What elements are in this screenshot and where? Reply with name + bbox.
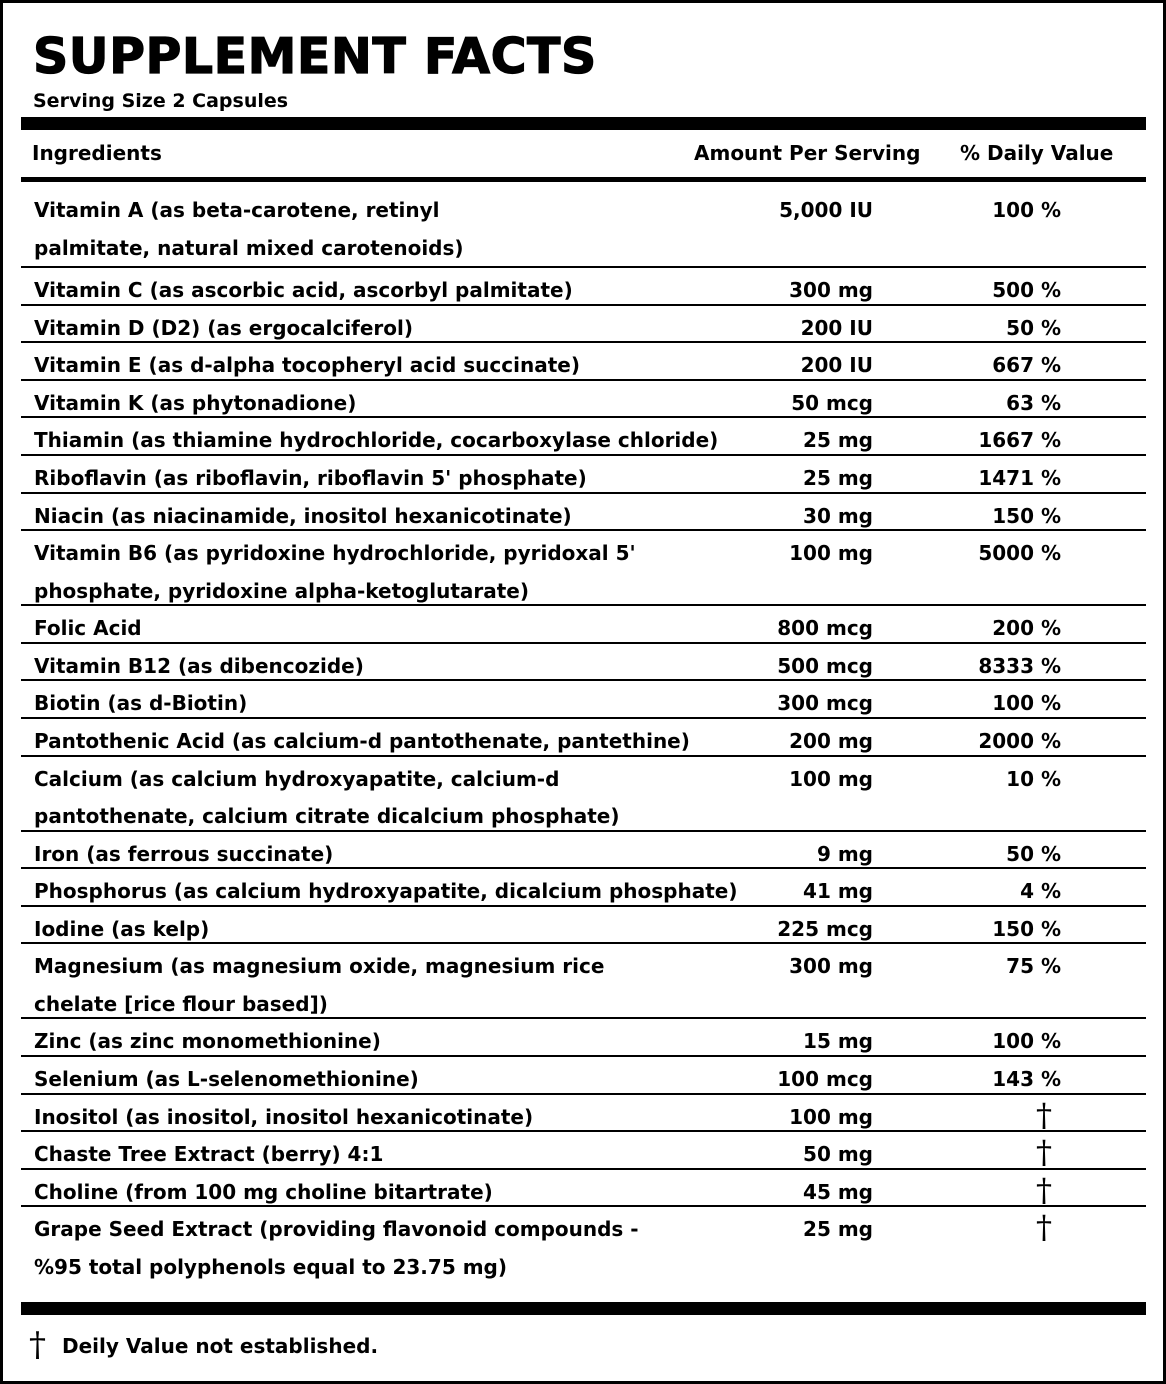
daily-value: 150 % bbox=[992, 916, 1061, 941]
amount-per-serving: 300 mg bbox=[789, 954, 873, 979]
daily-value: 100 % bbox=[992, 1029, 1061, 1054]
serving-size: Serving Size 2 Capsules bbox=[33, 90, 289, 112]
ingredient-name: Magnesium (as magnesium oxide, magnesium rice chelate [rice flour based]) bbox=[34, 954, 605, 1016]
daily-value: 200 % bbox=[992, 616, 1061, 641]
table-row bbox=[21, 681, 1146, 719]
amount-per-serving: 30 mg bbox=[803, 503, 873, 528]
amount-per-serving: 50 mg bbox=[803, 1142, 873, 1167]
daily-value: 143 % bbox=[992, 1066, 1061, 1091]
dagger-icon: † bbox=[1036, 1208, 1052, 1247]
table-row bbox=[21, 183, 1146, 268]
amount-per-serving: 5,000 IU bbox=[779, 198, 873, 222]
table-row bbox=[21, 1170, 1146, 1208]
daily-value: 10 % bbox=[1006, 766, 1061, 791]
table-row bbox=[21, 907, 1146, 945]
table-row bbox=[21, 1057, 1146, 1095]
table-row bbox=[21, 757, 1146, 832]
amount-per-serving: 41 mg bbox=[803, 879, 873, 904]
dagger-icon: † bbox=[1036, 1170, 1052, 1209]
ingredient-name: Biotin (as d-Biotin) bbox=[34, 691, 248, 716]
amount-per-serving: 25 mg bbox=[803, 428, 873, 453]
dagger-icon: † bbox=[29, 1325, 46, 1365]
daily-value: 100 % bbox=[992, 691, 1061, 716]
amount-per-serving: 300 mg bbox=[789, 278, 873, 302]
ingredient-name: Calcium (as calcium hydroxyapatite, calcium-d pantothenate, calcium citrate dicalcium phosphate) bbox=[34, 766, 620, 829]
amount-per-serving: 100 mcg bbox=[777, 1066, 873, 1091]
ingredient-name: Chaste Tree Extract (berry) 4:1 bbox=[34, 1142, 384, 1167]
amount-per-serving: 15 mg bbox=[803, 1029, 873, 1054]
daily-value: 500 % bbox=[992, 278, 1061, 302]
ingredient-name: Vitamin A (as beta-carotene, retinyl palmitate, natural mixed carotenoids) bbox=[34, 198, 464, 260]
ingredient-name: Vitamin B12 (as dibencozide) bbox=[34, 653, 364, 678]
column-header-ingredients: Ingredients bbox=[32, 141, 162, 165]
daily-value: 150 % bbox=[992, 503, 1061, 528]
daily-value: 1471 % bbox=[978, 465, 1061, 490]
table-row bbox=[21, 1019, 1146, 1057]
ingredient-name: Pantothenic Acid (as calcium-d pantothenate, pantethine) bbox=[34, 728, 690, 753]
amount-per-serving: 25 mg bbox=[803, 465, 873, 490]
dagger-icon: † bbox=[1036, 1095, 1052, 1134]
ingredient-name: Inositol (as inositol, inositol hexanicotinate) bbox=[34, 1104, 534, 1129]
page-title: SUPPLEMENT FACTS bbox=[33, 28, 597, 85]
column-header-amount: Amount Per Serving bbox=[694, 141, 921, 165]
table-row bbox=[21, 1095, 1146, 1133]
table-row bbox=[21, 418, 1146, 456]
amount-per-serving: 200 IU bbox=[800, 353, 873, 378]
amount-per-serving: 100 mg bbox=[789, 541, 873, 566]
amount-per-serving: 800 mcg bbox=[777, 616, 873, 641]
table-row bbox=[21, 644, 1146, 682]
amount-per-serving: 45 mg bbox=[803, 1179, 873, 1204]
ingredient-name: Phosphorus (as calcium hydroxyapatite, dicalcium phosphate) bbox=[34, 879, 738, 904]
amount-per-serving: 100 mg bbox=[789, 1104, 873, 1129]
daily-value: 1667 % bbox=[978, 428, 1061, 453]
table-row bbox=[21, 494, 1146, 532]
daily-value: 50 % bbox=[1006, 315, 1061, 340]
table-row bbox=[21, 343, 1146, 381]
ingredient-name: Vitamin C (as ascorbic acid, ascorbyl palmitate) bbox=[34, 278, 573, 302]
amount-per-serving: 200 IU bbox=[800, 315, 873, 340]
ingredient-name: Thiamin (as thiamine hydrochloride, cocarboxylase chloride) bbox=[34, 428, 719, 453]
table-row bbox=[21, 1132, 1146, 1170]
daily-value: 50 % bbox=[1006, 841, 1061, 866]
daily-value: 100 % bbox=[992, 198, 1061, 222]
table-row bbox=[21, 944, 1146, 1019]
amount-per-serving: 9 mg bbox=[816, 841, 873, 866]
ingredient-name: Zinc (as zinc monomethionine) bbox=[34, 1029, 381, 1054]
daily-value: 4 % bbox=[1020, 879, 1061, 904]
table-row bbox=[21, 719, 1146, 757]
ingredient-name: Iodine (as kelp) bbox=[34, 916, 210, 941]
header-divider-bar bbox=[21, 177, 1146, 182]
ingredient-name: Riboflavin (as riboflavin, riboflavin 5' phosphate) bbox=[34, 465, 587, 490]
ingredient-name: Iron (as ferrous succinate) bbox=[34, 841, 334, 866]
amount-per-serving: 500 mcg bbox=[777, 653, 873, 678]
ingredient-name: Choline (from 100 mg choline bitartrate) bbox=[34, 1179, 493, 1204]
table-row bbox=[21, 1207, 1146, 1290]
dagger-icon: † bbox=[1036, 1133, 1052, 1172]
ingredient-name: Vitamin K (as phytonadione) bbox=[34, 390, 357, 415]
table-row bbox=[21, 306, 1146, 344]
ingredient-name: Vitamin B6 (as pyridoxine hydrochloride, pyridoxal 5' phosphate, pyridoxine alpha-ketoglutarate) bbox=[34, 541, 636, 603]
table-row bbox=[21, 606, 1146, 644]
ingredient-name: Vitamin D (D2) (as ergocalciferol) bbox=[34, 315, 414, 340]
table-row bbox=[21, 869, 1146, 907]
daily-value: 667 % bbox=[992, 353, 1061, 378]
footnote-text: Deily Value not established. bbox=[62, 1334, 379, 1358]
daily-value: 2000 % bbox=[978, 728, 1061, 753]
table-row bbox=[21, 832, 1146, 870]
ingredient-name: Niacin (as niacinamide, inositol hexanicotinate) bbox=[34, 503, 572, 528]
table-row bbox=[21, 531, 1146, 606]
amount-per-serving: 200 mg bbox=[789, 728, 873, 753]
daily-value: 5000 % bbox=[978, 541, 1061, 566]
amount-per-serving: 300 mcg bbox=[777, 691, 873, 716]
daily-value: 8333 % bbox=[978, 653, 1061, 678]
top-divider-bar bbox=[21, 117, 1146, 130]
amount-per-serving: 100 mg bbox=[789, 766, 873, 791]
bottom-divider-bar bbox=[21, 1302, 1146, 1315]
column-header-daily-value: % Daily Value bbox=[960, 141, 1114, 165]
ingredient-name: Vitamin E (as d-alpha tocopheryl acid succinate) bbox=[34, 353, 580, 378]
daily-value: 63 % bbox=[1006, 390, 1061, 415]
daily-value: 75 % bbox=[1006, 954, 1061, 979]
table-row bbox=[21, 456, 1146, 494]
ingredient-name: Selenium (as L-selenomethionine) bbox=[34, 1066, 419, 1091]
table-row bbox=[21, 268, 1146, 306]
amount-per-serving: 225 mcg bbox=[777, 916, 873, 941]
table-row bbox=[21, 381, 1146, 419]
ingredient-name: Folic Acid bbox=[34, 616, 142, 641]
ingredients-table bbox=[21, 183, 1146, 1290]
ingredient-name: Grape Seed Extract (providing flavonoid compounds - %95 total polyphenols equal to 23.75 mg) bbox=[34, 1217, 639, 1279]
amount-per-serving: 25 mg bbox=[803, 1217, 873, 1242]
amount-per-serving: 50 mcg bbox=[791, 390, 873, 415]
